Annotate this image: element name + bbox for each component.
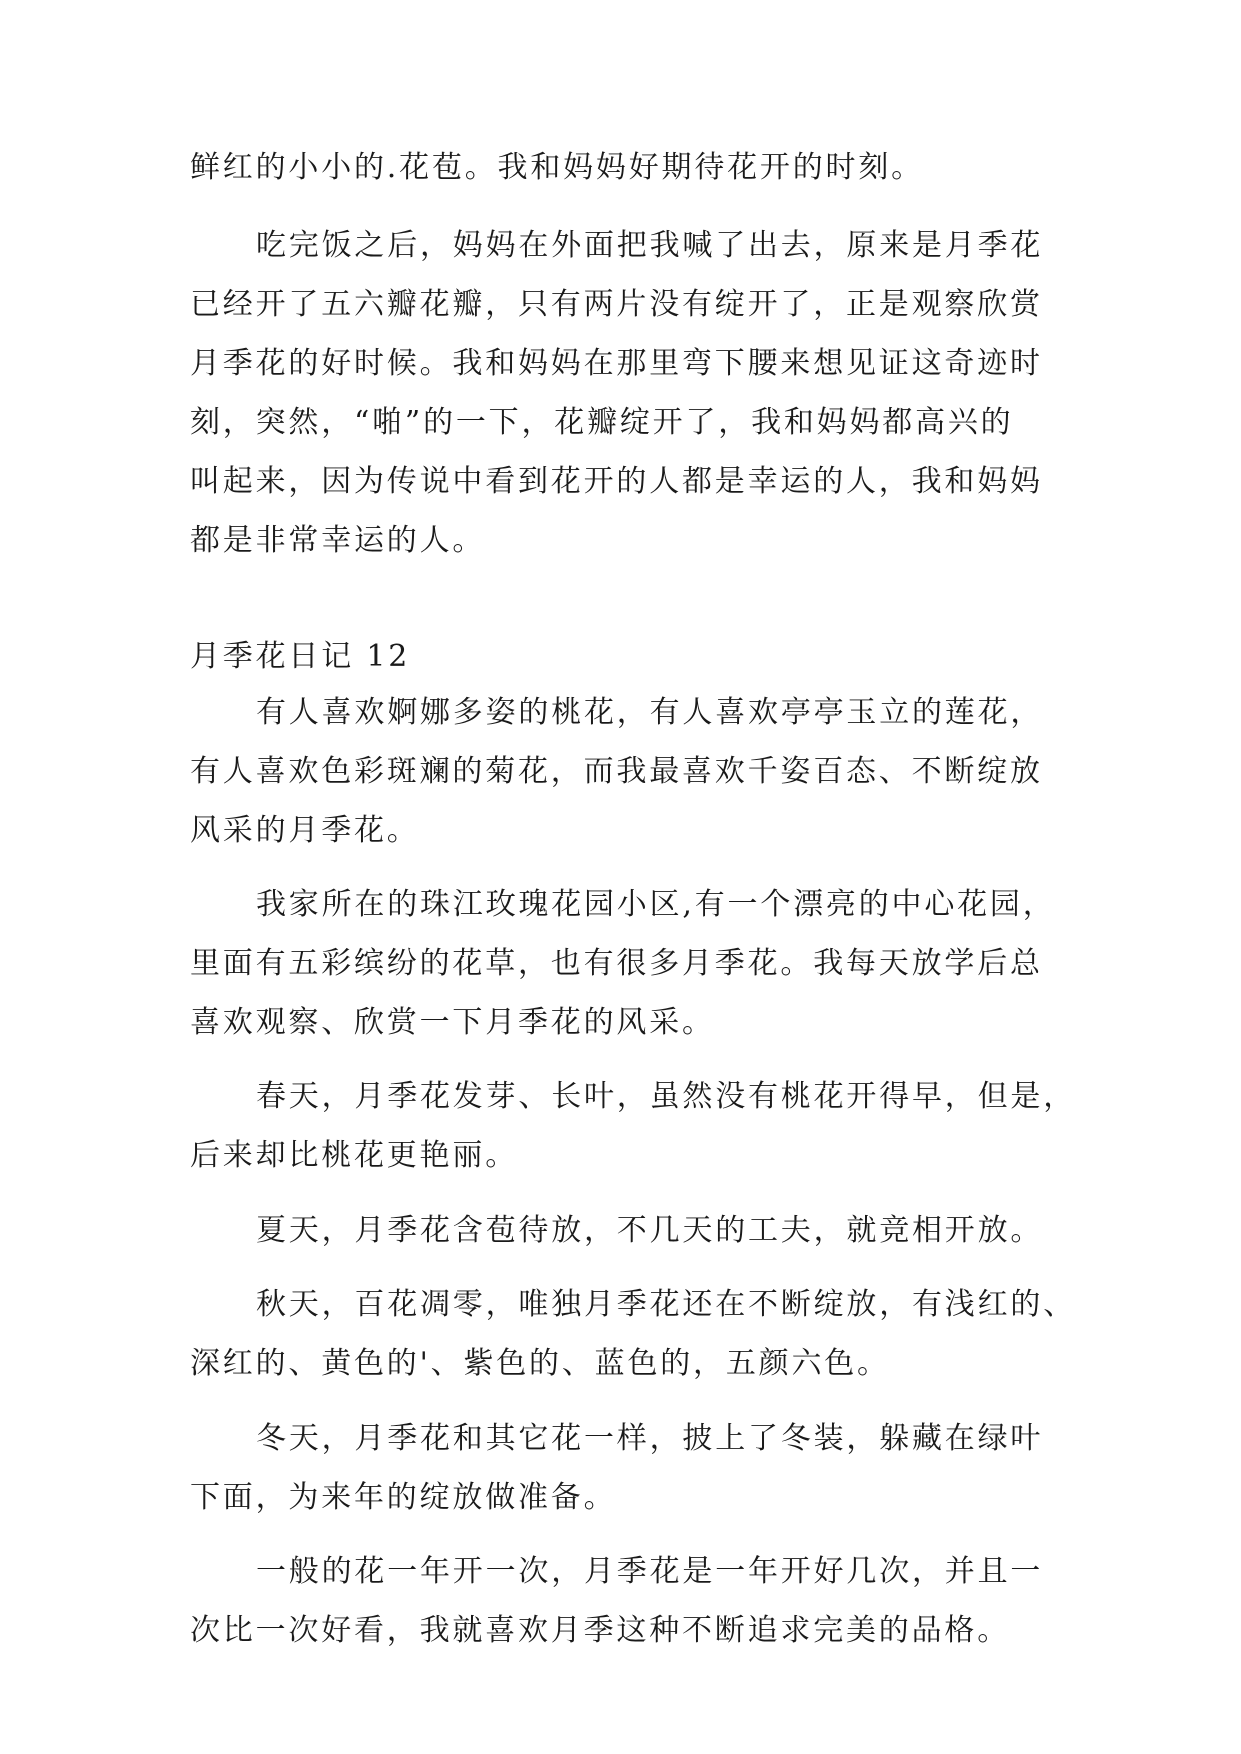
paragraph-first-line: 春天，月季花发芽、长叶，虽然没有桃花开得早，但是， — [256, 1079, 1076, 1114]
text-line: 鲜红的小小的.花苞。我和妈妈好期待花开的时刻。 — [190, 150, 924, 185]
text-line: 月季花的好时候。我和妈妈在那里弯下腰来想见证这奇迹时 — [190, 346, 1043, 381]
paragraph-first-line: 有人喜欢婀娜多姿的桃花，有人喜欢亭亭玉立的莲花， — [256, 695, 1044, 730]
paragraph-first-line: 一般的花一年开一次，月季花是一年开好几次，并且一 — [256, 1554, 1044, 1589]
paragraph-first-line: 夏天，月季花含苞待放，不几天的工夫，就竞相开放。 — [256, 1213, 1044, 1248]
text-line: 深红的、黄色的'、紫色的、蓝色的，五颜六色。 — [190, 1346, 890, 1381]
paragraph-first-line: 吃完饭之后，妈妈在外面把我喊了出去，原来是月季花 — [256, 228, 1044, 263]
text-line: 里面有五彩缤纷的花草，也有很多月季花。我每天放学后总 — [190, 946, 1043, 981]
text-line: 后来却比桃花更艳丽。 — [190, 1138, 518, 1173]
paragraph-first-line: 秋天，百花凋零，唯独月季花还在不断绽放，有浅红的、 — [256, 1287, 1076, 1322]
text-line: 风采的月季花。 — [190, 813, 420, 848]
paragraph-first-line: 冬天，月季花和其它花一样，披上了冬装，躲藏在绿叶 — [256, 1421, 1044, 1456]
text-line: 下面，为来年的绽放做准备。 — [190, 1480, 617, 1515]
text-line: 已经开了五六瓣花瓣，只有两片没有绽开了，正是观察欣赏 — [190, 287, 1043, 322]
section-heading: 月季花日记 12 — [190, 639, 411, 674]
text-line: 刻，突然，“啪”的一下，花瓣绽开了，我和妈妈都高兴的 — [190, 405, 1014, 440]
text-line: 喜欢观察、欣赏一下月季花的风采。 — [190, 1005, 715, 1040]
text-line: 叫起来，因为传说中看到花开的人都是幸运的人，我和妈妈 — [190, 464, 1043, 499]
text-line: 次比一次好看，我就喜欢月季这种不断追求完美的品格。 — [190, 1613, 1010, 1648]
text-line: 有人喜欢色彩斑斓的菊花，而我最喜欢千姿百态、不断绽放 — [190, 754, 1043, 789]
paragraph-first-line: 我家所在的珠江玫瑰花园小区,有一个漂亮的中心花园， — [256, 887, 1056, 922]
text-line: 都是非常幸运的人。 — [190, 523, 486, 558]
